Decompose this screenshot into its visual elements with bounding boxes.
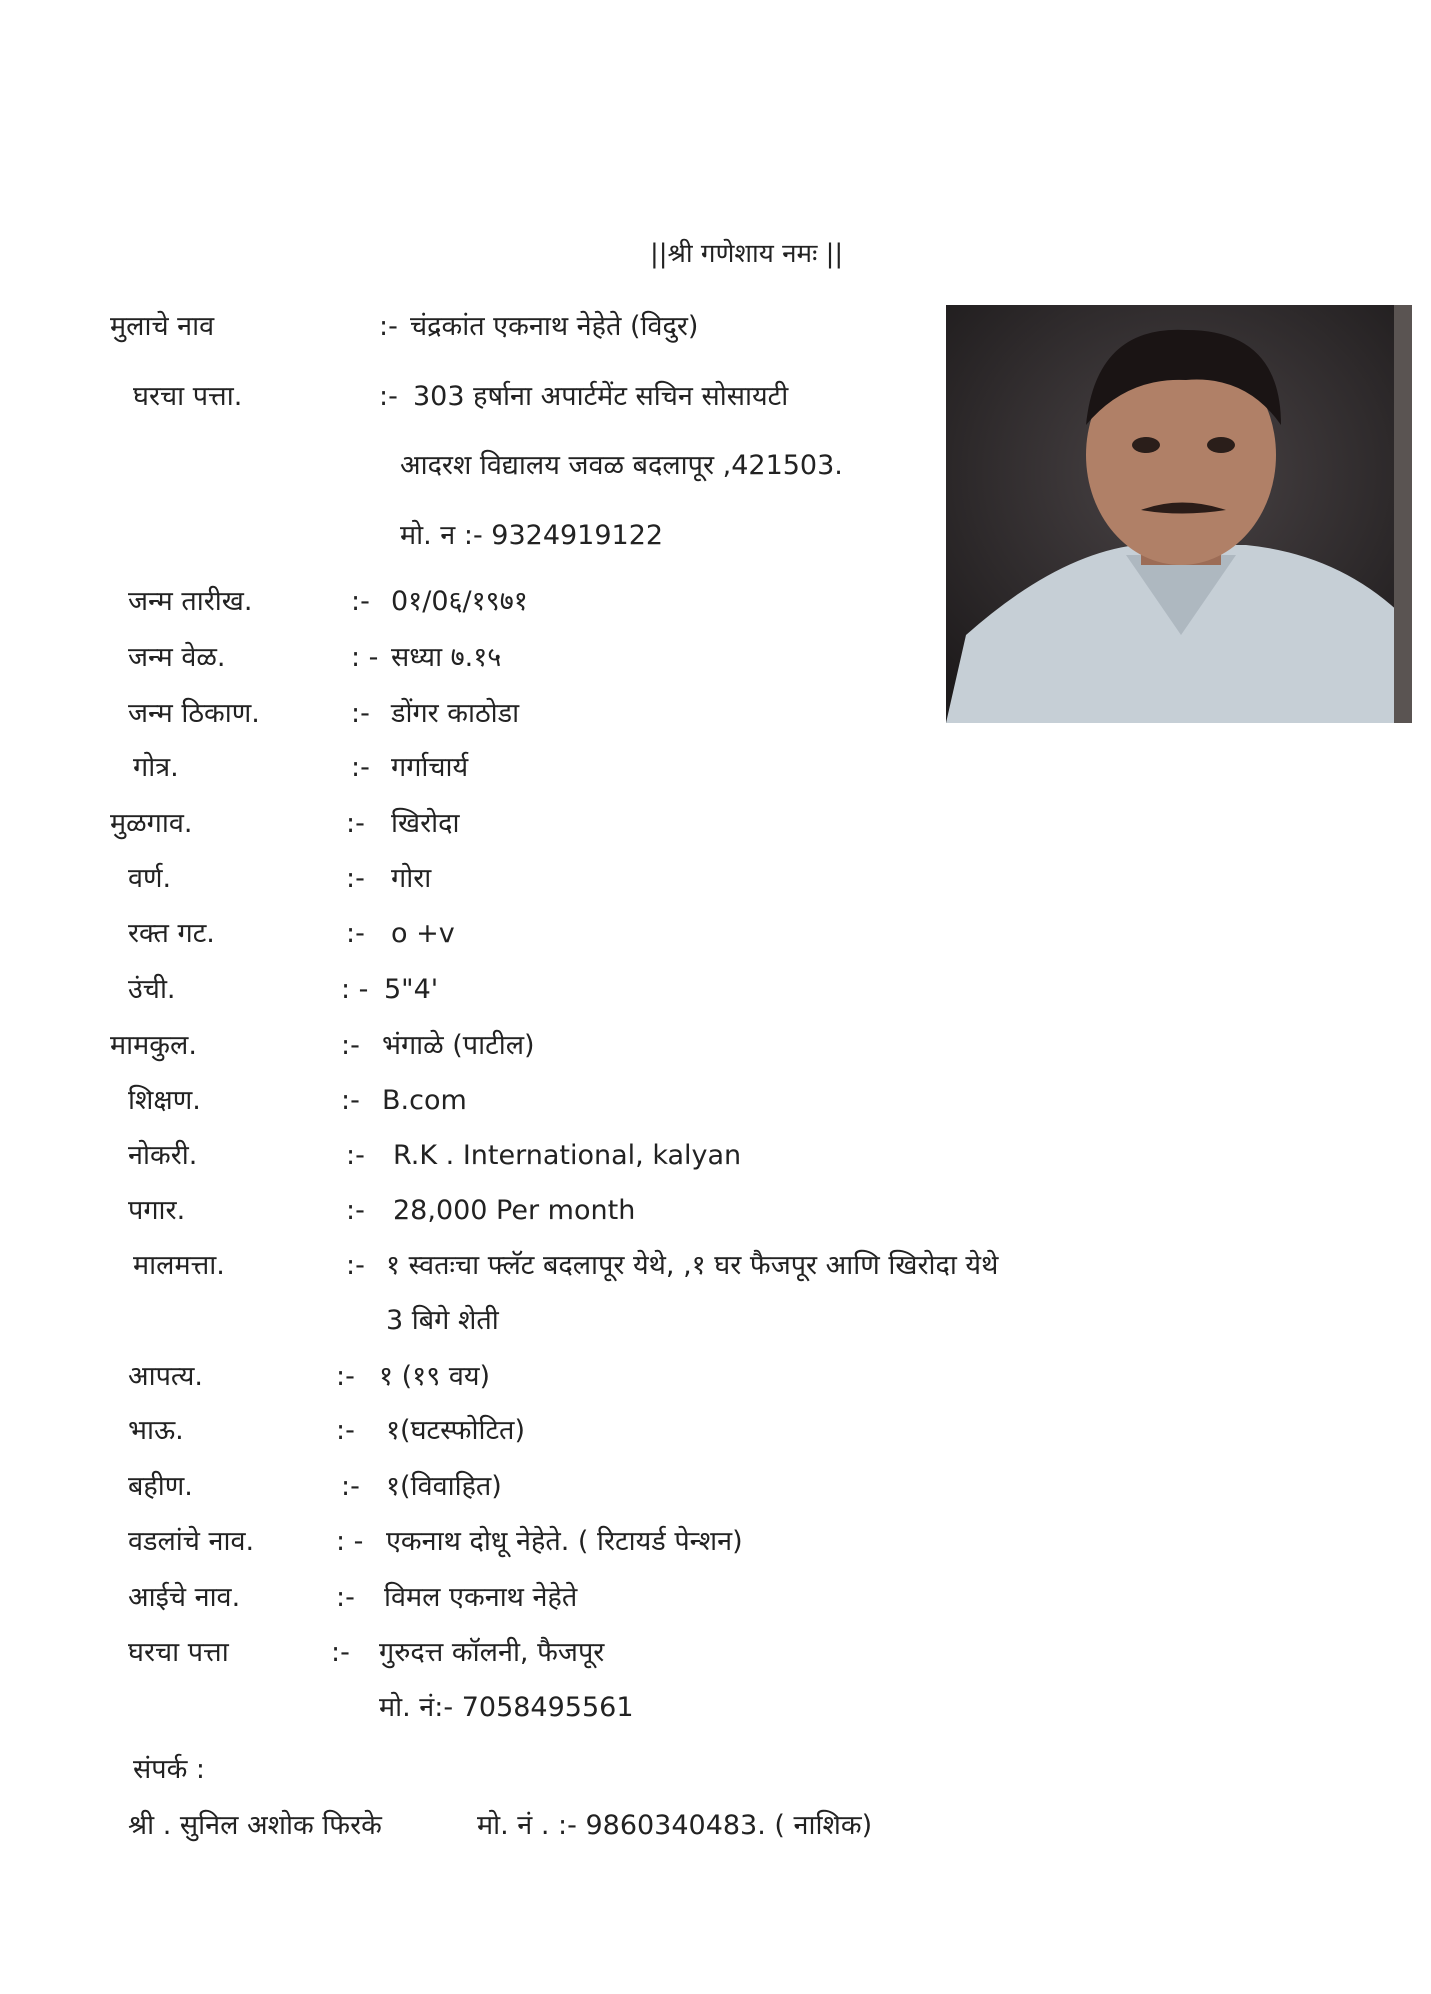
field-value: १(घटस्फोटित) <box>386 1415 525 1446</box>
field-separator: :- <box>346 808 365 839</box>
field-separator: :- <box>341 1085 360 1116</box>
field-value: R.K . International, kalyan <box>393 1140 742 1171</box>
field-value: १(विवाहित) <box>386 1471 502 1502</box>
field-separator: :- <box>379 311 398 342</box>
field-value: आदरश विद्यालय जवळ बदलापूर ,421503. <box>400 450 843 481</box>
field-value: गर्गाचार्य <box>391 752 469 783</box>
field-value: डोंगर काठोडा <box>391 698 520 729</box>
field-label: वडलांचे नाव. <box>128 1526 255 1557</box>
field-label: जन्म वेळ. <box>128 642 226 673</box>
field-separator: :- <box>336 1361 355 1392</box>
field-separator: :- <box>379 381 398 412</box>
field-label: आपत्य. <box>128 1361 204 1392</box>
field-separator: : - <box>336 1526 364 1557</box>
field-label: गोत्र. <box>133 752 179 783</box>
field-value: मो. नं:- 7058495561 <box>379 1692 634 1723</box>
field-label: वर्ण. <box>128 863 172 894</box>
field-label: मालमत्ता. <box>133 1250 225 1281</box>
field-label: मुळगाव. <box>110 808 193 839</box>
field-value: 3 बिगे शेती <box>386 1305 499 1336</box>
field-separator: :- <box>346 1140 365 1171</box>
field-label: जन्म ठिकाण. <box>128 698 260 729</box>
field-separator: : - <box>341 974 369 1005</box>
field-separator: :- <box>331 1637 350 1668</box>
field-separator: :- <box>351 752 370 783</box>
field-label: बहीण. <box>128 1471 193 1502</box>
contact-title: संपर्क : <box>133 1754 206 1785</box>
field-value: एकनाथ दोधू नेहेते. ( रिटायर्ड पेन्शन) <box>386 1526 743 1557</box>
field-separator: :- <box>346 863 365 894</box>
field-separator: :- <box>346 918 365 949</box>
field-separator: :- <box>336 1582 355 1613</box>
field-separator: :- <box>336 1415 355 1446</box>
contact-phone: मो. नं . :- 9860340483. ( नाशिक) <box>477 1810 873 1841</box>
field-separator: :- <box>346 1195 365 1226</box>
field-value: 5"4' <box>384 974 439 1005</box>
field-label: आईचे नाव. <box>128 1582 241 1613</box>
field-value: o +v <box>391 918 455 949</box>
field-label: मामकुल. <box>110 1030 197 1061</box>
field-value: भंगाळे (पाटील) <box>382 1030 535 1061</box>
field-label: भाऊ. <box>128 1415 184 1446</box>
portrait-photo <box>946 305 1412 723</box>
field-label: घरचा पत्ता <box>128 1637 229 1668</box>
field-label: नोकरी. <box>128 1140 198 1171</box>
field-value: मो. न :- 9324919122 <box>400 520 664 551</box>
field-value: B.com <box>382 1085 467 1116</box>
field-separator: :- <box>351 698 370 729</box>
field-value: गुरुदत्त कॉलनी, फैजपूर <box>379 1637 605 1668</box>
field-value: 0१/0६/१९७१ <box>391 586 528 617</box>
field-value: १ स्वतःचा फ्लॅट बदलापूर येथे, ,१ घर फैजपूर आणि खिरोदा येथे <box>386 1250 999 1281</box>
field-value: 303 हर्षाना अपार्टमेंट सचिन सोसायटी <box>413 381 789 412</box>
field-value: खिरोदा <box>391 808 460 839</box>
field-value: विमल एकनाथ नेहेते <box>384 1582 578 1613</box>
field-separator: :- <box>351 586 370 617</box>
portrait-photo-icon <box>946 305 1412 723</box>
field-label: घरचा पत्ता. <box>133 381 243 412</box>
field-separator: :- <box>346 1250 365 1281</box>
field-separator: : - <box>351 642 379 673</box>
field-value: गोरा <box>391 863 432 894</box>
page-heading: ||श्री गणेशाय नमः || <box>650 239 844 269</box>
field-value: चंद्रकांत एकनाथ नेहेते (विदुर) <box>410 311 699 342</box>
field-label: उंची. <box>128 974 176 1005</box>
field-label: जन्म तारीख. <box>128 586 253 617</box>
field-separator: :- <box>341 1030 360 1061</box>
field-label: पगार. <box>128 1195 186 1226</box>
contact-name: श्री . सुनिल अशोक फिरके <box>128 1810 382 1841</box>
field-separator: :- <box>341 1471 360 1502</box>
field-value: १ (१९ वय) <box>379 1361 491 1392</box>
field-label: शिक्षण. <box>128 1085 201 1116</box>
field-label: मुलाचे नाव <box>110 311 215 342</box>
field-value: 28,000 Per month <box>393 1195 636 1226</box>
field-value: सध्या ७.१५ <box>391 642 502 673</box>
field-label: रक्त गट. <box>128 918 215 949</box>
